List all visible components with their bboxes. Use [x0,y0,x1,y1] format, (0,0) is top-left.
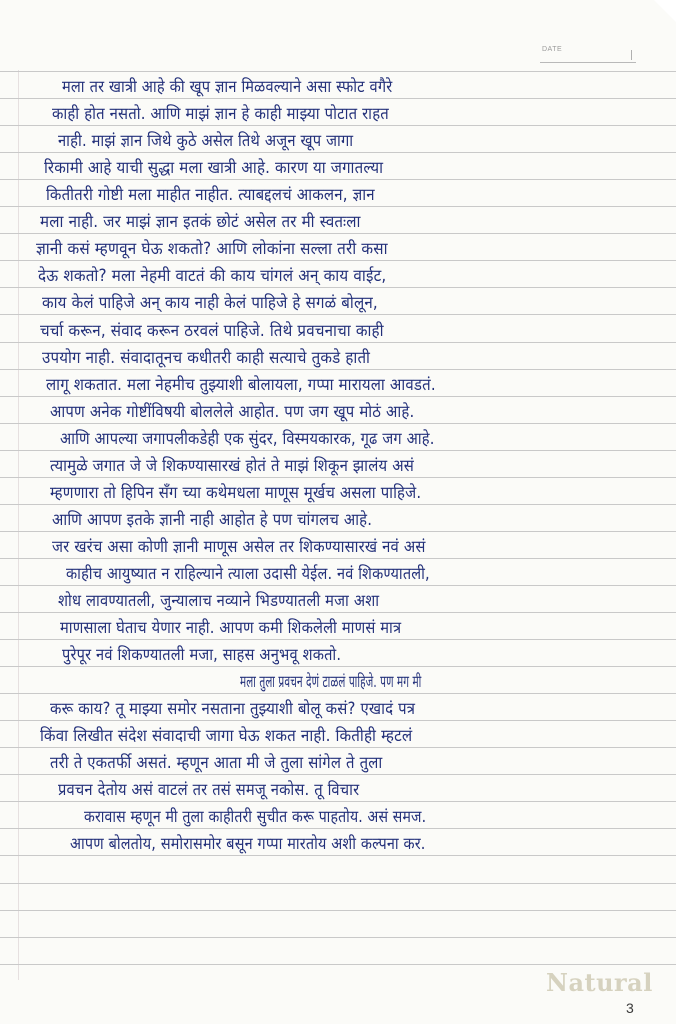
text-line: देऊ शकतो? मला नेहमी वाटतं की काय चांगलं अन् काय वाईट, [38,266,387,286]
text-line: आणि आपण इतके ज्ञानी नाही आहोत हे पण चांगलच आहे. [52,509,373,529]
text-line: किंवा लिखीत संदेश संवादाची जागा घेऊ शकत नाही. कितीही म्हटलं [40,726,413,746]
text-line: काहीच आयुष्यात न राहिल्याने त्याला उदासी येईल. नवं शिकण्यातली, [66,563,430,583]
date-label: DATE [542,46,563,53]
text-line: प्रवचन देतोय असं वाटलं तर तसं समजू नकोस. तू विचार [58,780,360,800]
ruled-line [0,910,676,911]
brand-watermark: Natural [546,968,653,997]
ruled-line [0,964,676,965]
text-line: शोध लावण्यातली, जुन्यालाच नव्याने भिडण्यातली मजा अशा [58,591,380,610]
text-line: त्यामुळे जगात जे जे शिकण्यासारखं होतं ते माझं शिकून झालंय असं [50,455,415,475]
text-line: माणसाला घेताच येणार नाही. आपण कमी शिकलेली माणसं मात्र [60,618,402,638]
text-line: चर्चा करून, संवाद करून ठरवलं पाहिजे. तिथे प्रवचनाचा काही [40,320,384,340]
date-field [540,44,636,63]
text-line: आणि आपल्या जगापलीकडेही एक सुंदर, विस्मयकारक, गूढ जग आहे. [60,428,435,448]
text-line: मला तुला प्रवचन देणं टाळलं पाहिजे. पण मग मी [240,672,422,692]
ruled-line [0,71,676,72]
text-line: मला तर खात्री आहे की खूप ज्ञान मिळवल्याने असा स्फोट वगैरे [62,77,393,97]
text-line: काय केलं पाहिजे अन् काय नाही केलं पाहिजे हे सगळं बोलून, [42,293,378,313]
page-number: 3 [626,1000,634,1016]
text-line: जर खरंच असा कोणी ज्ञानी माणूस असेल तर शिकण्यासारखं नवं असं [52,536,426,556]
text-line: काही होत नसतो. आणि माझं ज्ञान हे काही माझ्या पोटात राहत [52,104,389,124]
text-line: करू काय? तू माझ्या समोर नसताना तुझ्याशी बोलू कसं? एखादं पत्र [50,699,416,719]
ruled-line [0,937,676,938]
ruled-line [0,883,676,884]
text-line: लागू शकतात. मला नेहमीच तुझ्याशी बोलायला, गप्पा मारायला आवडतं. [46,374,436,394]
text-line: मला नाही. जर माझं ज्ञान इतकं छोटं असेल तर मी स्वतःला [40,212,361,232]
text-line: करावास म्हणून मी तुला काहीतरी सुचीत करू पाहतोय. असं समज. [84,807,427,827]
text-line: आपण अनेक गोष्टींविषयी बोललेले आहोत. पण जग खूप मोठं आहे. [50,401,415,421]
text-line: आपण बोलतोय, समोरासमोर बसून गप्पा मारतोय अशी कल्पना कर. [70,834,426,854]
date-tick [631,50,632,60]
text-line: म्हणणारा तो हिपिन सँग च्या कथेमधला माणूस मूर्खच असला पाहिजे. [50,482,422,502]
page-corner [654,0,676,22]
text-line: पुरेपूर नवं शिकण्यातली मजा, साहस अनुभवू शकतो. [62,645,342,665]
text-line: ज्ञानी कसं म्हणवून घेऊ शकतो? आणि लोकांना सल्ला तरी कसा [36,239,388,259]
text-line: कितीतरी गोष्टी मला माहीत नाहीत. त्याबद्दलचं आकलन, ज्ञान [46,185,375,205]
text-line: उपयोग नाही. संवादातूनच कधीतरी काही सत्याचे तुकडे हाती [42,347,371,367]
text-line: रिकामी आहे याची सुद्धा मला खात्री आहे. कारण या जगातल्या [44,158,384,178]
text-line: नाही. माझं ज्ञान जिथे कुठे असेल तिथे अजून खूप जागा [58,131,354,151]
text-line: तरी ते एकतर्फी असतं. म्हणून आता मी जे तुला सांगेल ते तुला [50,753,383,773]
